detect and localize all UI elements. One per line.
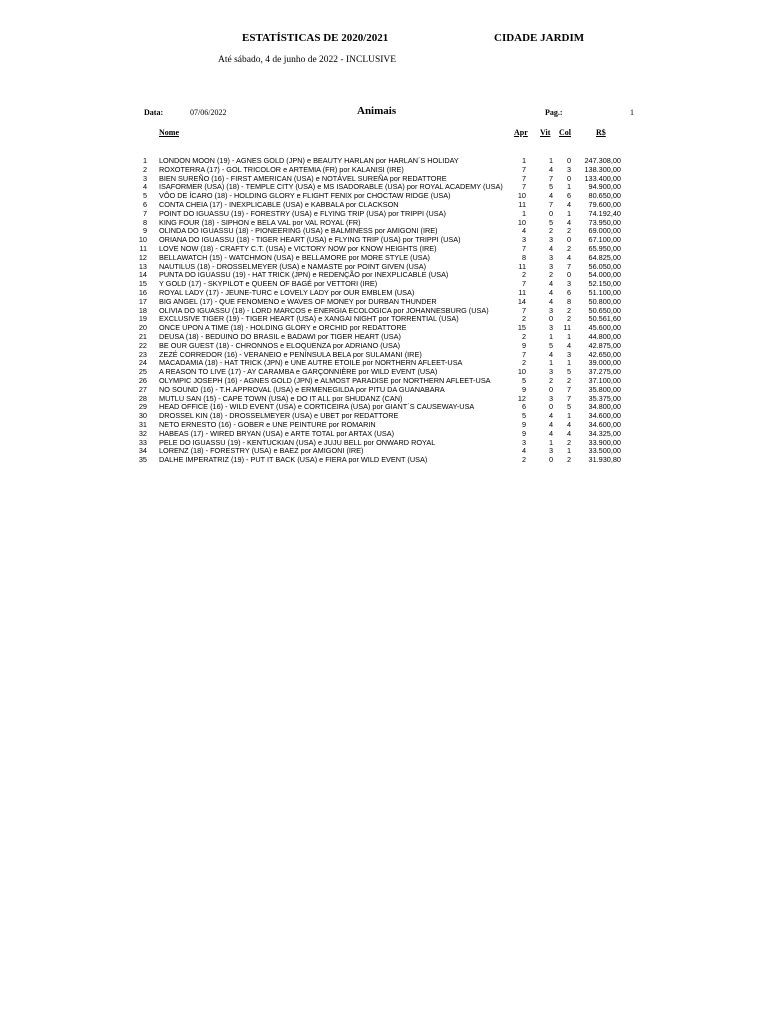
row-rank: 2 [142, 164, 147, 174]
apr-value: 10 [517, 217, 526, 227]
row-rank: 29 [138, 402, 147, 412]
column-header-rs: R$ [596, 128, 606, 137]
horse-description: MACADAMIA (18) - HAT TRICK (JPN) e UNE AUTRE ETOILE por NORTHERN AFLEET-USA [159, 358, 463, 368]
earnings-value: 52.150,00 [588, 279, 621, 289]
earnings-value: 37.275,00 [588, 367, 621, 377]
vit-value: 0 [548, 402, 553, 412]
col-value: 4 [566, 428, 571, 438]
apr-value: 7 [521, 164, 526, 174]
earnings-value: 138.300,00 [584, 164, 621, 174]
table-row [0, 456, 770, 465]
vit-value: 1 [548, 156, 553, 165]
horse-description: ROYAL LADY (17) - JEUNE-TURC e LOVELY LADY por OUR EMBLEM (USA) [159, 287, 415, 297]
horse-description: ONCE UPON A TIME (18) - HOLDING GLORY e ORCHID por REDATTORE [159, 323, 407, 333]
apr-value: 2 [521, 331, 526, 341]
row-rank: 8 [142, 217, 147, 227]
apr-value: 2 [521, 358, 526, 368]
row-rank: 13 [138, 261, 147, 271]
earnings-value: 79.600,00 [588, 199, 621, 209]
vit-value: 1 [548, 331, 553, 341]
row-rank: 33 [138, 437, 147, 447]
row-rank: 10 [138, 235, 147, 245]
vit-value: 5 [548, 340, 553, 350]
vit-value: 2 [548, 375, 553, 385]
vit-value: 2 [548, 270, 553, 280]
row-rank: 26 [138, 375, 147, 385]
horse-description: BIEN SUREÑO (16) - FIRST AMERICAN (USA) e NOTÁVEL SUREÑA por REDATTORE [159, 173, 447, 183]
apr-value: 10 [517, 367, 526, 377]
row-rank: 25 [138, 367, 147, 377]
col-value: 1 [566, 331, 571, 341]
apr-value: 2 [521, 314, 526, 324]
horse-description: NETO ERNESTO (16) - GOBER e UNE PEINTURE por ROMARIN [159, 419, 376, 429]
page-number: 1 [630, 108, 634, 117]
horse-description: LORENZ (18) - FORESTRY (USA) e BAEZ por AMIGONI (IRE) [159, 446, 364, 456]
row-rank: 9 [142, 226, 147, 236]
row-rank: 24 [138, 358, 147, 368]
col-value: 6 [566, 191, 571, 201]
earnings-value: 56.050,00 [588, 261, 621, 271]
vit-value: 4 [548, 419, 553, 429]
row-rank: 32 [138, 428, 147, 438]
earnings-value: 73.950,00 [588, 217, 621, 227]
vit-value: 4 [548, 164, 553, 174]
row-rank: 3 [142, 173, 147, 183]
table-row [0, 210, 770, 219]
vit-value: 3 [548, 252, 553, 262]
vit-value: 4 [548, 287, 553, 297]
apr-value: 3 [521, 437, 526, 447]
horse-description: BIG ANGEL (17) - QUE FENOMENO e WAVES OF MONEY por DURBAN THUNDER [159, 296, 437, 306]
apr-value: 11 [518, 261, 526, 271]
col-value: 2 [566, 455, 571, 465]
apr-value: 8 [521, 252, 526, 262]
apr-value: 10 [517, 191, 526, 201]
column-header-apr: Apr [514, 128, 528, 137]
vit-value: 3 [548, 446, 553, 456]
vit-value: 4 [548, 243, 553, 253]
vit-value: 3 [548, 261, 553, 271]
earnings-value: 64.825,00 [588, 252, 621, 262]
col-value: 2 [566, 305, 571, 315]
horse-description: CONTA CHEIA (17) - INEXPLICABLE (USA) e KABBALA por CLACKSON [159, 199, 399, 209]
col-value: 7 [566, 384, 571, 394]
col-value: 1 [566, 182, 571, 192]
vit-value: 3 [548, 235, 553, 245]
apr-value: 7 [521, 305, 526, 315]
row-rank: 23 [138, 349, 147, 359]
horse-description: KING FOUR (18) - SIPHON e BELA VAL por VAL ROYAL (FR) [159, 217, 361, 227]
col-value: 8 [566, 296, 571, 306]
apr-value: 4 [521, 446, 526, 456]
apr-value: 6 [521, 402, 526, 412]
apr-value: 1 [521, 156, 526, 165]
horse-description: HABEAS (17) - WIRED BRYAN (USA) e ARTE TOTAL por ARTAX (USA) [159, 428, 395, 438]
earnings-value: 247.308,00 [584, 156, 621, 165]
col-value: 4 [566, 252, 571, 262]
horse-description: ZEZÉ CORREDOR (16) - VERANEIO e PENÍNSULA BELA por SULAMANI (IRE) [159, 349, 422, 359]
earnings-value: 94.900,00 [588, 182, 621, 192]
earnings-value: 42.875,00 [588, 340, 621, 350]
col-value: 1 [566, 358, 571, 368]
vit-value: 1 [548, 437, 553, 447]
col-value: 4 [566, 340, 571, 350]
page-label: Pag.: [545, 108, 563, 117]
col-value: 5 [566, 367, 571, 377]
col-value: 1 [566, 446, 571, 456]
table-row [0, 271, 770, 280]
apr-value: 5 [521, 411, 526, 421]
earnings-value: 34.800,00 [588, 402, 621, 412]
results-table [0, 157, 770, 465]
horse-description: BE OUR GUEST (18) - CHRONNOS e ELOQUENZA por ADRIANO (USA) [159, 340, 401, 350]
col-value: 0 [566, 156, 571, 165]
col-value: 1 [566, 411, 571, 421]
apr-value: 7 [521, 349, 526, 359]
apr-value: 9 [521, 419, 526, 429]
earnings-value: 34.600,00 [588, 411, 621, 421]
horse-description: OLIVIA DO IGUASSU (18) - LORD MARCOS e ENERGIA ECOLOGICA por JOHANNESBURG (USA) [159, 305, 489, 315]
row-rank: 16 [138, 287, 147, 297]
apr-value: 11 [518, 199, 526, 209]
col-value: 11 [563, 323, 571, 333]
earnings-value: 35.375,00 [588, 393, 621, 403]
row-rank: 27 [138, 384, 147, 394]
horse-description: ROXOTERRA (17) - GOL TRICOLOR e ARTEMIA (FR) por KALANISI (IRE) [159, 164, 404, 174]
earnings-value: 45.600,00 [588, 323, 621, 333]
horse-description: MUTLU SAN (15) - CAPE TOWN (USA) e DO IT ALL por SHUDANZ (CAN) [159, 393, 403, 403]
row-rank: 18 [138, 305, 147, 315]
row-rank: 11 [139, 243, 147, 253]
vit-value: 7 [548, 173, 553, 183]
apr-value: 11 [518, 287, 526, 297]
column-header-nome: Nome [159, 128, 179, 137]
earnings-value: 33.900,00 [588, 437, 621, 447]
horse-description: POINT DO IGUASSU (19) - FORESTRY (USA) e FLYING TRIP (USA) por TRIPPI (USA) [159, 208, 446, 218]
col-value: 2 [566, 375, 571, 385]
col-value: 2 [566, 314, 571, 324]
apr-value: 7 [521, 182, 526, 192]
row-rank: 28 [138, 393, 147, 403]
apr-value: 9 [521, 428, 526, 438]
horse-description: A REASON TO LIVE (17) - AY CARAMBA e GARÇONNIÈRE por WILD EVENT (USA) [159, 367, 438, 377]
row-rank: 30 [138, 411, 147, 421]
horse-description: ORIANA DO IGUASSU (18) - TIGER HEART (USA) e FLYING TRIP (USA) por TRIPPI (USA) [159, 235, 461, 245]
horse-description: ISAFORMER (USA) (18) - TEMPLE CITY (USA) e MS ISADORABLE (USA) por ROYAL ACADEMY (USA) [159, 182, 503, 192]
apr-value: 1 [521, 208, 526, 218]
row-rank: 12 [138, 252, 147, 262]
earnings-value: 80.650,00 [588, 191, 621, 201]
earnings-value: 54.000,00 [588, 270, 621, 280]
row-rank: 5 [142, 191, 147, 201]
earnings-value: 133.400,00 [584, 173, 621, 183]
col-value: 2 [566, 243, 571, 253]
earnings-value: 74.192,40 [588, 208, 621, 218]
apr-value: 12 [517, 393, 526, 403]
row-rank: 4 [142, 182, 147, 192]
row-rank: 22 [138, 340, 147, 350]
row-rank: 35 [138, 455, 147, 465]
earnings-value: 37.100,00 [588, 375, 621, 385]
earnings-value: 35.800,00 [588, 384, 621, 394]
horse-description: NO SOUND (16) - T.H.APPROVAL (USA) e ERMENEGILDA por PITU DA GUANABARA [159, 384, 445, 394]
vit-value: 7 [548, 199, 553, 209]
row-rank: 34 [138, 446, 147, 456]
apr-value: 9 [521, 340, 526, 350]
horse-description: PELE DO IGUASSU (19) - KENTUCKIAN (USA) e JUJU BELL por ONWARD ROYAL [159, 437, 436, 447]
vit-value: 5 [548, 217, 553, 227]
vit-value: 4 [548, 296, 553, 306]
col-value: 4 [566, 419, 571, 429]
col-value: 3 [566, 349, 571, 359]
vit-value: 3 [548, 367, 553, 377]
earnings-value: 50.800,00 [588, 296, 621, 306]
column-header-col: Col [559, 128, 571, 137]
apr-value: 3 [521, 235, 526, 245]
earnings-value: 39.000,00 [588, 358, 621, 368]
horse-description: DALHE IMPERATRIZ (19) - PUT IT BACK (USA) e FIERA por WILD EVENT (USA) [159, 455, 428, 465]
apr-value: 15 [517, 323, 526, 333]
row-rank: 15 [138, 279, 147, 289]
vit-value: 0 [548, 208, 553, 218]
horse-description: OLYMPIC JOSEPH (16) - AGNES GOLD (JPN) e ALMOST PARADISE por NORTHERN AFLEET-USA [159, 375, 491, 385]
date-value: 07/06/2022 [190, 108, 227, 117]
report-subtitle: Até sábado, 4 de junho de 2022 - INCLUSIVE [218, 55, 397, 65]
vit-value: 3 [548, 305, 553, 315]
col-value: 0 [566, 270, 571, 280]
vit-value: 0 [548, 384, 553, 394]
col-value: 3 [566, 164, 571, 174]
row-rank: 20 [138, 323, 147, 333]
col-value: 7 [566, 393, 571, 403]
col-value: 4 [566, 217, 571, 227]
column-header-vit: Vit [540, 128, 551, 137]
horse-description: DROSSEL KIN (18) - DROSSELMEYER (USA) e UBET por REDATTORE [159, 411, 399, 421]
row-rank: 1 [142, 156, 147, 165]
row-rank: 31 [138, 419, 147, 429]
vit-value: 4 [548, 411, 553, 421]
earnings-value: 31.930,80 [588, 455, 621, 465]
table-row [0, 439, 770, 448]
col-value: 0 [566, 173, 571, 183]
earnings-value: 50.650,00 [588, 305, 621, 315]
earnings-value: 51.100,00 [588, 287, 621, 297]
vit-value: 1 [548, 358, 553, 368]
horse-description: BELLAWATCH (15) - WATCHMON (USA) e BELLAMORE por MORE STYLE (USA) [159, 252, 430, 262]
row-rank: 14 [138, 270, 147, 280]
col-value: 1 [566, 208, 571, 218]
horse-description: EXCLUSIVE TIGER (19) - TIGER HEART (USA) e XANGAI NIGHT por TORRENTIAL (USA) [159, 314, 459, 324]
vit-value: 5 [548, 182, 553, 192]
col-value: 0 [566, 235, 571, 245]
col-value: 6 [566, 287, 571, 297]
row-rank: 21 [138, 331, 147, 341]
apr-value: 4 [521, 226, 526, 236]
horse-description: DEUSA (18) - BEDUINO DO BRASIL e BADAWI por TIGER HEART (USA) [159, 331, 401, 341]
table-row [0, 412, 770, 421]
earnings-value: 69.000,00 [588, 226, 621, 236]
vit-value: 4 [548, 349, 553, 359]
section-title: Animais [357, 105, 397, 117]
apr-value: 2 [521, 455, 526, 465]
vit-value: 3 [548, 393, 553, 403]
horse-description: LOVE NOW (18) - CRAFTY C.T. (USA) e VICTORY NOW por KNOW HEIGHTS (IRE) [159, 243, 437, 253]
col-value: 7 [566, 261, 571, 271]
row-rank: 17 [138, 296, 147, 306]
apr-value: 9 [521, 384, 526, 394]
earnings-value: 34.600,00 [588, 419, 621, 429]
earnings-value: 67.100,00 [588, 235, 621, 245]
apr-value: 7 [521, 173, 526, 183]
earnings-value: 44.800,00 [588, 331, 621, 341]
horse-description: HEAD OFFICE (16) - WILD EVENT (USA) e CORTICEIRA (USA) por GIANT´S CAUSEWAY-USA [159, 402, 475, 412]
horse-description: NAUTILUS (18) - DROSSELMEYER (USA) e NAMASTE por POINT GIVEN (USA) [159, 261, 427, 271]
date-label: Data: [144, 108, 164, 117]
vit-value: 4 [548, 191, 553, 201]
col-value: 3 [566, 279, 571, 289]
earnings-value: 33.500,00 [588, 446, 621, 456]
vit-value: 3 [548, 323, 553, 333]
vit-value: 0 [548, 314, 553, 324]
col-value: 2 [566, 437, 571, 447]
apr-value: 14 [517, 296, 526, 306]
earnings-value: 34.325,00 [588, 428, 621, 438]
row-rank: 7 [142, 208, 147, 218]
row-rank: 6 [142, 199, 147, 209]
club-name: CIDADE JARDIM [494, 32, 585, 44]
apr-value: 2 [521, 270, 526, 280]
vit-value: 2 [548, 226, 553, 236]
col-value: 2 [566, 226, 571, 236]
col-value: 5 [566, 402, 571, 412]
vit-value: 0 [548, 455, 553, 465]
apr-value: 7 [521, 279, 526, 289]
horse-description: PUNTA DO IGUASSU (19) - HAT TRICK (JPN) e REDENÇÃO por INEXPLICABLE (USA) [159, 270, 449, 280]
horse-description: OLINDA DO IGUASSU (18) - PIONEERING (USA) e BALMINESS por AMIGONI (IRE) [159, 226, 438, 236]
vit-value: 4 [548, 279, 553, 289]
earnings-value: 42.650,00 [588, 349, 621, 359]
earnings-value: 65.950,00 [588, 243, 621, 253]
horse-description: VÔO DE ÍCARO (18) - HOLDING GLORY e FLIGHT FENIX por CHOCTAW RIDGE (USA) [159, 191, 451, 201]
col-value: 4 [566, 199, 571, 209]
earnings-value: 50.561,60 [588, 314, 621, 324]
horse-description: LONDON MOON (19) - AGNES GOLD (JPN) e BEAUTY HARLAN por HARLAN´S HOLIDAY [159, 156, 459, 165]
horse-description: Y GOLD (17) - SKYPILOT e QUEEN OF BAGÉ por VETTORI (IRE) [159, 279, 378, 289]
apr-value: 5 [521, 375, 526, 385]
row-rank: 19 [138, 314, 147, 324]
report-title: ESTATÍSTICAS DE 2020/2021 [242, 32, 389, 44]
vit-value: 4 [548, 428, 553, 438]
apr-value: 7 [521, 243, 526, 253]
